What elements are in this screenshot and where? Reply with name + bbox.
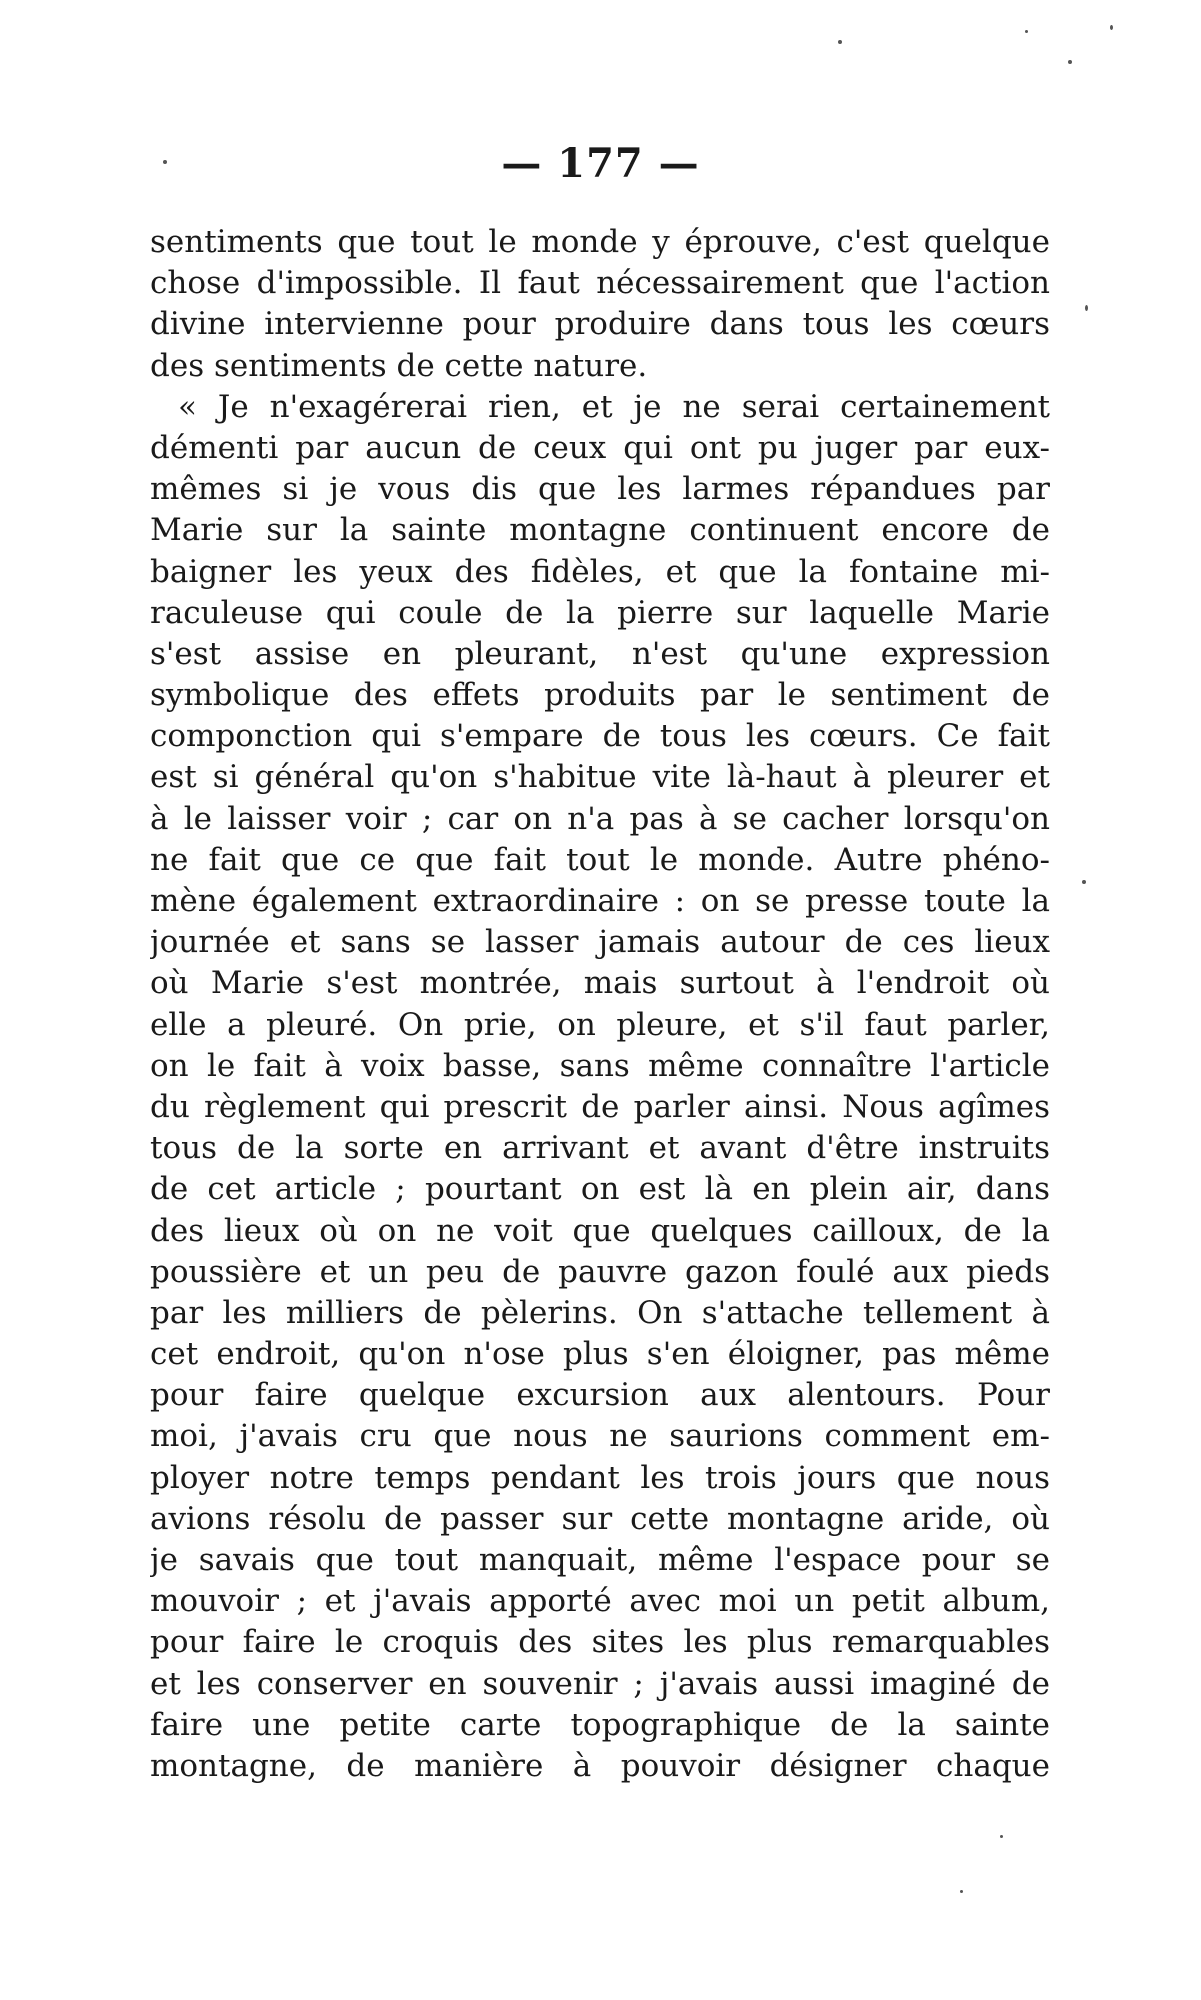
text-line: du règlement qui prescrit de parler ainsi. Nous agîmes (150, 1088, 1050, 1125)
text-line: ne fait que ce que fait tout le monde. Autre phéno- (150, 841, 1050, 878)
text-line: tous de la sorte en arrivant et avant d'être instruits (150, 1130, 1050, 1167)
text-line: chose d'impossible. Il faut nécessairement que l'action (150, 265, 1050, 302)
scan-speck (1082, 880, 1086, 884)
scan-speck (1068, 60, 1072, 64)
text-line: démenti par aucun de ceux qui ont pu juger par eux- (150, 429, 1050, 466)
text-line: pour faire le croquis des sites les plus remarquables (150, 1624, 1050, 1661)
text-line: moi, j'avais cru que nous ne saurions comment em- (150, 1418, 1050, 1455)
text-line: avions résolu de passer sur cette montagne aride, où (150, 1500, 1050, 1537)
text-line: par les milliers de pèlerins. On s'attache tellement à (150, 1294, 1050, 1331)
scan-speck (1000, 1835, 1003, 1838)
text-line: sentiments que tout le monde y éprouve, c'est quelque (150, 224, 1050, 260)
text-line: montagne, de manière à pouvoir désigner chaque (150, 1747, 1050, 1784)
text-line: symbolique des effets produits par le sentiment de (150, 677, 1050, 714)
text-line: à le laisser voir ; car on n'a pas à se cacher lorsqu'on (150, 800, 1050, 837)
scan-speck (163, 160, 167, 164)
text-line: divine intervienne pour produire dans tous les cœurs (150, 306, 1050, 343)
text-line: pour faire quelque excursion aux alentours. Pour (150, 1377, 1050, 1414)
text-line: Marie sur la sainte montagne continuent encore de (150, 512, 1050, 549)
scan-speck (960, 1890, 963, 1893)
text-line: faire une petite carte topographique de la sainte (150, 1706, 1050, 1743)
scan-speck (1025, 30, 1028, 33)
text-line: « Je n'exagérerai rien, et je ne serai certainement (178, 388, 1050, 425)
text-line: journée et sans se lasser jamais autour de ces lieux (150, 924, 1050, 961)
text-line: et les conserver en souvenir ; j'avais aussi imaginé de (150, 1665, 1050, 1702)
scan-speck (838, 40, 842, 44)
page-number: — 177 — (501, 140, 700, 187)
text-line: est si général qu'on s'habitue vite là-haut à pleurer et (150, 759, 1050, 796)
text-line: des lieux où on ne voit que quelques cailloux, de la (150, 1212, 1050, 1249)
text-line: poussière et un peu de pauvre gazon foulé aux pieds (150, 1253, 1050, 1290)
text-line: on le fait à voix basse, sans même connaître l'article (150, 1047, 1050, 1084)
scan-speck (1085, 305, 1088, 311)
text-line: mêmes si je vous dis que les larmes répandues par (150, 471, 1050, 508)
scan-speck (1110, 25, 1113, 30)
text-line: baigner les yeux des fidèles, et que la fontaine mi- (150, 553, 1050, 590)
body-text (150, 222, 1050, 1787)
text-line: où Marie s'est montrée, mais surtout à l'endroit où (150, 965, 1050, 1002)
text-line: ployer notre temps pendant les trois jours que nous (150, 1459, 1050, 1496)
text-line: mouvoir ; et j'avais apporté avec moi un petit album, (150, 1583, 1050, 1620)
text-line: cet endroit, qu'on n'ose plus s'en éloigner, pas même (150, 1336, 1050, 1373)
text-line: mène également extraordinaire : on se presse toute la (150, 883, 1050, 919)
text-line: des sentiments de cette nature. (150, 347, 648, 384)
text-line: elle a pleuré. On prie, on pleure, et s'il faut parler, (150, 1006, 1050, 1043)
text-line: je savais que tout manquait, même l'espace pour se (150, 1542, 1050, 1578)
text-line: componction qui s'empare de tous les cœurs. Ce fait (150, 718, 1050, 755)
text-line: s'est assise en pleurant, n'est qu'une expression (150, 635, 1050, 672)
text-line: raculeuse qui coule de la pierre sur laquelle Marie (150, 594, 1050, 631)
text-line: de cet article ; pourtant on est là en plein air, dans (150, 1171, 1050, 1208)
